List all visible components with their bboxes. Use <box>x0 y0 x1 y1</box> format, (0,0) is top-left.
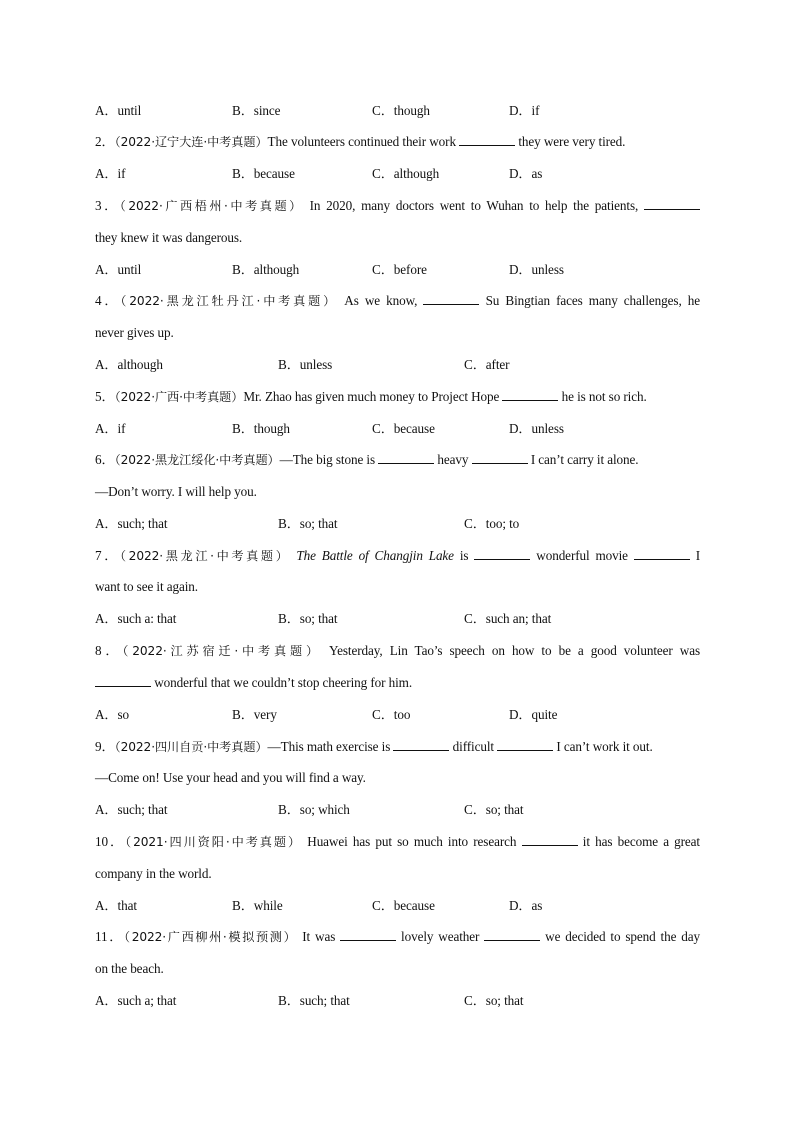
q9-option-a[interactable]: A．such; that <box>95 802 168 817</box>
movie-title: The Battle of Changjin Lake <box>296 548 454 563</box>
question-source: （2022·黑龙江绥化·中考真题） <box>114 453 280 467</box>
q3-stem-line2: they knew it was dangerous. <box>95 230 243 245</box>
q10-option-a[interactable]: A．that <box>95 898 137 913</box>
question-number: 2． <box>95 134 115 149</box>
stem-text: they were very tired. <box>518 134 626 149</box>
q1-option-d[interactable]: D．if <box>509 103 540 118</box>
q10-option-d[interactable]: D．as <box>509 898 543 913</box>
q3-option-d[interactable]: D．unless <box>509 262 564 277</box>
stem-text: I can’t carry it alone. <box>530 452 639 467</box>
question-number: 10． <box>95 834 126 849</box>
q5-option-a[interactable]: A．if <box>95 421 126 436</box>
q8-option-b[interactable]: B．very <box>232 707 277 722</box>
question-source: （2022·广西·中考真题） <box>114 390 244 404</box>
q8-stem-line2 <box>95 674 700 692</box>
question-number: 6． <box>95 452 115 467</box>
q5-option-d[interactable]: D．unless <box>509 421 564 436</box>
stem-text: As we know, <box>344 293 418 308</box>
q4-stem <box>95 292 700 310</box>
q6-option-c[interactable]: C．too; to <box>464 516 520 531</box>
question-source: （2022·广西柳州·模拟预测） <box>124 930 298 944</box>
q4-option-c[interactable]: C．after <box>464 357 510 372</box>
stem-text: wonderful that we couldn’t stop cheering for him. <box>154 675 413 690</box>
q8-option-c[interactable]: C．too <box>372 707 411 722</box>
q1-option-b[interactable]: B．since <box>232 103 281 118</box>
q6-stem <box>95 451 700 469</box>
stem-text: we decided to spend the day <box>545 929 701 944</box>
stem-text: lovely weather <box>401 929 480 944</box>
q10-stem-line2: company in the world. <box>95 866 212 881</box>
q7-option-b[interactable]: B．so; that <box>278 611 338 626</box>
stem-text: In 2020, many doctors went to Wuhan to help the patients, <box>309 198 639 213</box>
stem-text: wonderful movie <box>536 548 628 563</box>
stem-text: Yesterday, Lin Tao’s speech on how to be a good volunteer was <box>329 643 700 658</box>
q11-stem <box>95 928 700 946</box>
q5-option-b[interactable]: B．though <box>232 421 290 436</box>
stem-text: Su Bingtian faces many challenges, he <box>485 293 700 308</box>
q8-stem <box>95 642 700 660</box>
q11-option-a[interactable]: A．such a; that <box>95 993 177 1008</box>
stem-text: difficult <box>452 739 494 754</box>
q3-option-b[interactable]: B．although <box>232 262 300 277</box>
answer-blank[interactable] <box>634 547 690 560</box>
question-source: （2022·黑龙江牡丹江·中考真题） <box>120 294 339 308</box>
question-number: 3． <box>95 198 120 213</box>
answer-blank[interactable] <box>472 451 528 464</box>
question-number: 5． <box>95 389 115 404</box>
q11-option-b[interactable]: B．such; that <box>278 993 350 1008</box>
stem-text: heavy <box>437 452 469 467</box>
q3-option-c[interactable]: C．before <box>372 262 427 277</box>
answer-blank[interactable] <box>340 928 396 941</box>
answer-blank[interactable] <box>378 451 434 464</box>
stem-text: Mr. Zhao has given much money to Project Hope <box>243 389 500 404</box>
q4-option-a[interactable]: A．although <box>95 357 163 372</box>
q4-stem-line2: never gives up. <box>95 325 174 340</box>
stem-text: —The big stone is <box>279 452 375 467</box>
stem-text: I <box>695 548 701 563</box>
answer-blank[interactable] <box>497 738 553 751</box>
q1-option-c[interactable]: C．though <box>372 103 430 118</box>
q9-stem-line2: —Come on! Use your head and you will find a way. <box>95 770 366 785</box>
answer-blank[interactable] <box>502 388 558 401</box>
question-number: 11． <box>95 929 124 944</box>
question-source: （2022·江苏宿迁·中考真题） <box>122 644 322 658</box>
q2-option-a[interactable]: A．if <box>95 166 126 181</box>
stem-text: —This math exercise is <box>267 739 391 754</box>
q7-option-c[interactable]: C．such an; that <box>464 611 552 626</box>
q10-option-b[interactable]: B．while <box>232 898 283 913</box>
q5-stem <box>95 388 700 406</box>
q11-option-c[interactable]: C．so; that <box>464 993 524 1008</box>
answer-blank[interactable] <box>393 738 449 751</box>
answer-blank[interactable] <box>474 547 530 560</box>
q3-stem <box>95 197 700 215</box>
q7-stem <box>95 547 700 565</box>
question-source: （2022·黑龙江·中考真题） <box>119 549 291 563</box>
answer-blank[interactable] <box>644 197 700 210</box>
q6-option-a[interactable]: A．such; that <box>95 516 168 531</box>
question-source: （2022·辽宁大连·中考真题） <box>114 135 268 149</box>
question-number: 9． <box>95 739 115 754</box>
answer-blank[interactable] <box>95 674 151 687</box>
q2-option-b[interactable]: B．because <box>232 166 295 181</box>
stem-text: is <box>459 548 469 563</box>
q9-option-c[interactable]: C．so; that <box>464 802 524 817</box>
q9-stem <box>95 738 700 756</box>
answer-blank[interactable] <box>522 833 578 846</box>
q1-option-a[interactable]: A．until <box>95 103 142 118</box>
answer-blank[interactable] <box>484 928 540 941</box>
stem-text: it has become a great <box>582 834 700 849</box>
q4-option-b[interactable]: B．unless <box>278 357 333 372</box>
q5-option-c[interactable]: C．because <box>372 421 435 436</box>
q11-stem-line2: on the beach. <box>95 961 164 976</box>
q10-option-c[interactable]: C．because <box>372 898 435 913</box>
stem-text: he is not so rich. <box>561 389 647 404</box>
answer-blank[interactable] <box>459 133 515 146</box>
q8-option-d[interactable]: D．quite <box>509 707 558 722</box>
stem-text: Huawei has put so much into research <box>307 834 517 849</box>
q7-option-a[interactable]: A．such a: that <box>95 611 177 626</box>
q10-stem <box>95 833 700 851</box>
question-source: （2022·广西梧州·中考真题） <box>119 199 304 213</box>
q6-option-b[interactable]: B．so; that <box>278 516 338 531</box>
answer-blank[interactable] <box>423 292 479 305</box>
question-number: 4． <box>95 293 121 308</box>
q2-stem <box>95 133 700 151</box>
question-source: （2021·四川资阳·中考真题） <box>125 835 303 849</box>
q2-option-d[interactable]: D．as <box>509 166 543 181</box>
question-number: 8． <box>95 643 123 658</box>
stem-text: It was <box>302 929 336 944</box>
question-source: （2022·四川自贡·中考真题） <box>114 740 268 754</box>
q3-option-a[interactable]: A．until <box>95 262 142 277</box>
q6-stem-line2: —Don’t worry. I will help you. <box>95 484 257 499</box>
q7-stem-line2: want to see it again. <box>95 579 199 594</box>
stem-text: I can’t work it out. <box>556 739 653 754</box>
question-number: 7． <box>95 548 120 563</box>
q8-option-a[interactable]: A．so <box>95 707 130 722</box>
q9-option-b[interactable]: B．so; which <box>278 802 350 817</box>
q2-option-c[interactable]: C．although <box>372 166 440 181</box>
stem-text: The volunteers continued their work <box>267 134 456 149</box>
